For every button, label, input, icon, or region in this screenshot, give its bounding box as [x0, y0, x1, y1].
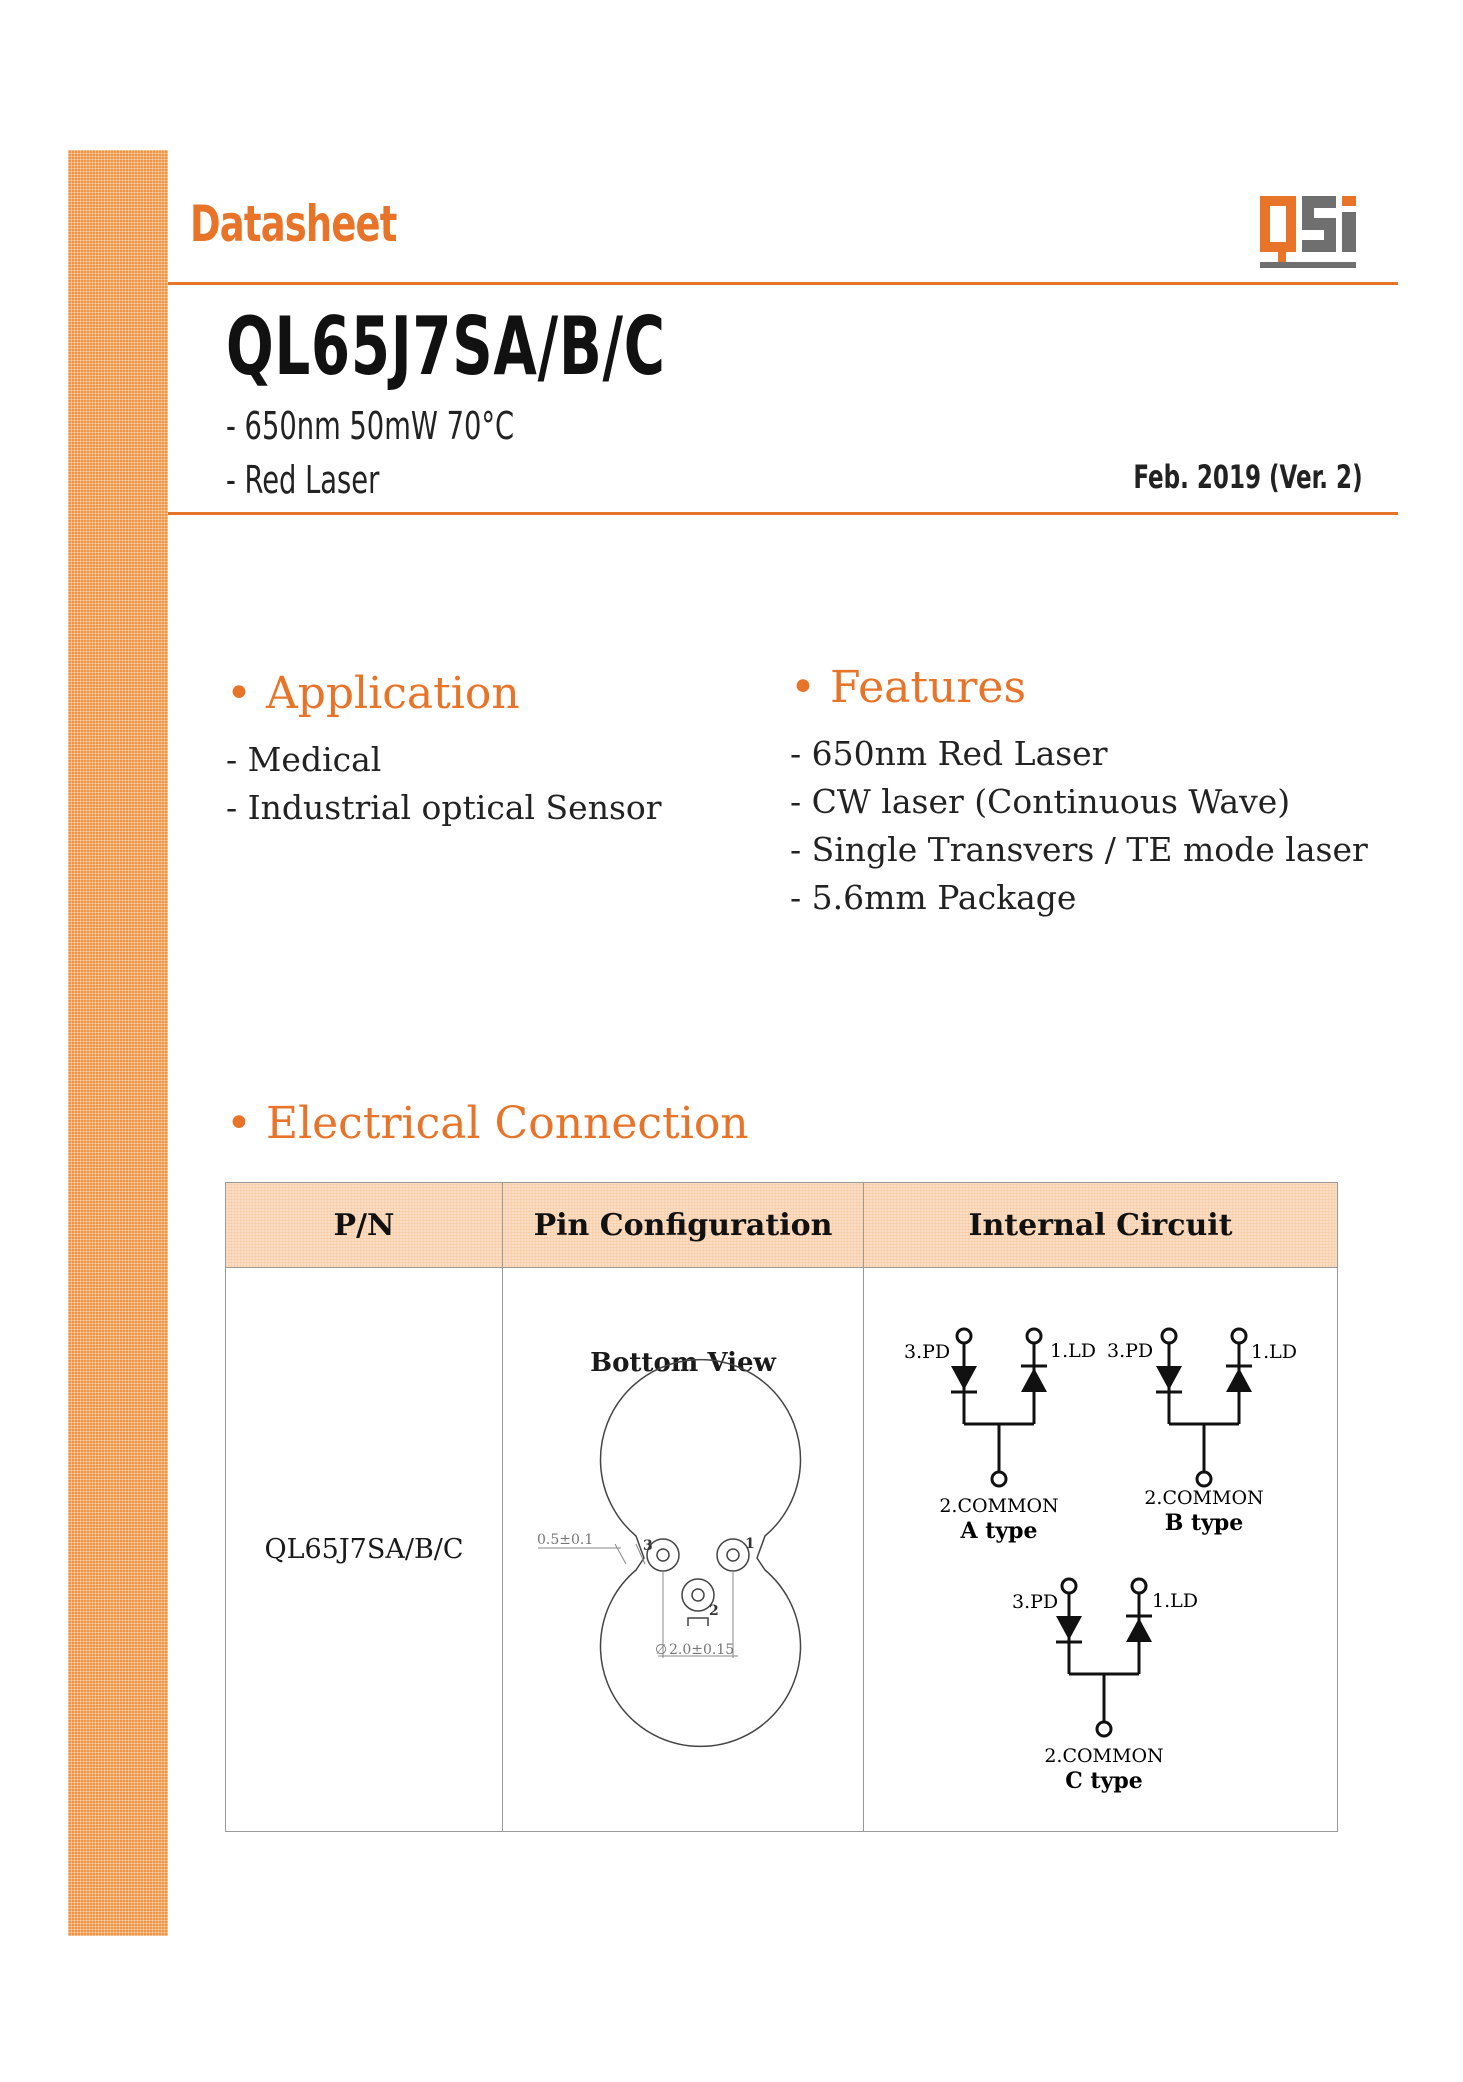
- pitch-dim-label: 2.0±0.15: [669, 1642, 735, 1658]
- b-ld-label: 1.LD: [1251, 1341, 1297, 1363]
- pin-1-label: 1: [745, 1536, 755, 1552]
- specs-line: - 650nm 50mW 70°C: [226, 404, 515, 448]
- pin-2-label: 2: [709, 1603, 719, 1619]
- diameter-symbol: ∅: [655, 1642, 668, 1658]
- c-common-label: 2.COMMON: [1044, 1745, 1164, 1767]
- bullet-icon: •: [226, 668, 252, 719]
- features-list: [790, 730, 1368, 922]
- internal-circuit-cell: [864, 1268, 1338, 1832]
- a-type-label: A type: [960, 1518, 1038, 1544]
- list-item: - 650nm Red Laser: [790, 734, 1108, 773]
- revision-date: Feb. 2019 (Ver. 2): [1133, 458, 1363, 496]
- electrical-table: [225, 1182, 1338, 1832]
- decorative-sidebar: [68, 150, 168, 1936]
- c-pd-label: 3.PD: [1012, 1591, 1059, 1613]
- type-line: - Red Laser: [226, 458, 380, 502]
- list-item: - Medical: [226, 740, 382, 779]
- a-pd-label: 3.PD: [904, 1341, 951, 1363]
- application-list: [226, 736, 662, 832]
- table-header-row: [226, 1183, 1338, 1268]
- header-pin-config: Pin Configuration: [503, 1183, 864, 1268]
- a-ld-label: 1.LD: [1050, 1340, 1096, 1362]
- features-heading: • Features: [790, 662, 1027, 713]
- b-pd-label: 3.PD: [1107, 1340, 1154, 1362]
- list-item: - CW laser (Continuous Wave): [790, 782, 1291, 821]
- list-item: - 5.6mm Package: [790, 878, 1077, 917]
- title-rule: [168, 512, 1398, 515]
- bullet-icon: •: [790, 662, 816, 713]
- doc-type-title: Datasheet: [190, 195, 397, 253]
- pin-diagram: [503, 1268, 861, 1834]
- b-common-label: 2.COMMON: [1144, 1487, 1264, 1509]
- pin-config-cell: [503, 1268, 864, 1832]
- electrical-heading: • Electrical Connection: [226, 1098, 749, 1149]
- list-item: - Single Transvers / TE mode laser: [790, 830, 1368, 869]
- table-row: [226, 1268, 1338, 1832]
- list-item: - Industrial optical Sensor: [226, 788, 662, 827]
- pin-3-label: 3: [643, 1538, 653, 1554]
- header-internal-circuit: Internal Circuit: [864, 1183, 1338, 1268]
- b-type-label: B type: [1164, 1510, 1244, 1536]
- application-heading: • Application: [226, 668, 520, 719]
- product-title: QL65J7SA/B/C: [226, 300, 666, 393]
- c-ld-label: 1.LD: [1152, 1590, 1198, 1612]
- header-pn: P/N: [226, 1183, 503, 1268]
- notch-dim-label: 0.5±0.1: [537, 1532, 594, 1548]
- circuit-diagrams: [864, 1268, 1334, 1834]
- bottom-view-label: Bottom View: [590, 1348, 776, 1378]
- pn-cell: QL65J7SA/B/C: [226, 1268, 503, 1832]
- header-rule: [168, 282, 1398, 285]
- a-common-label: 2.COMMON: [939, 1495, 1059, 1517]
- bullet-icon: •: [226, 1098, 252, 1149]
- qsi-logo: [1258, 190, 1380, 276]
- c-type-label: C type: [1065, 1768, 1143, 1794]
